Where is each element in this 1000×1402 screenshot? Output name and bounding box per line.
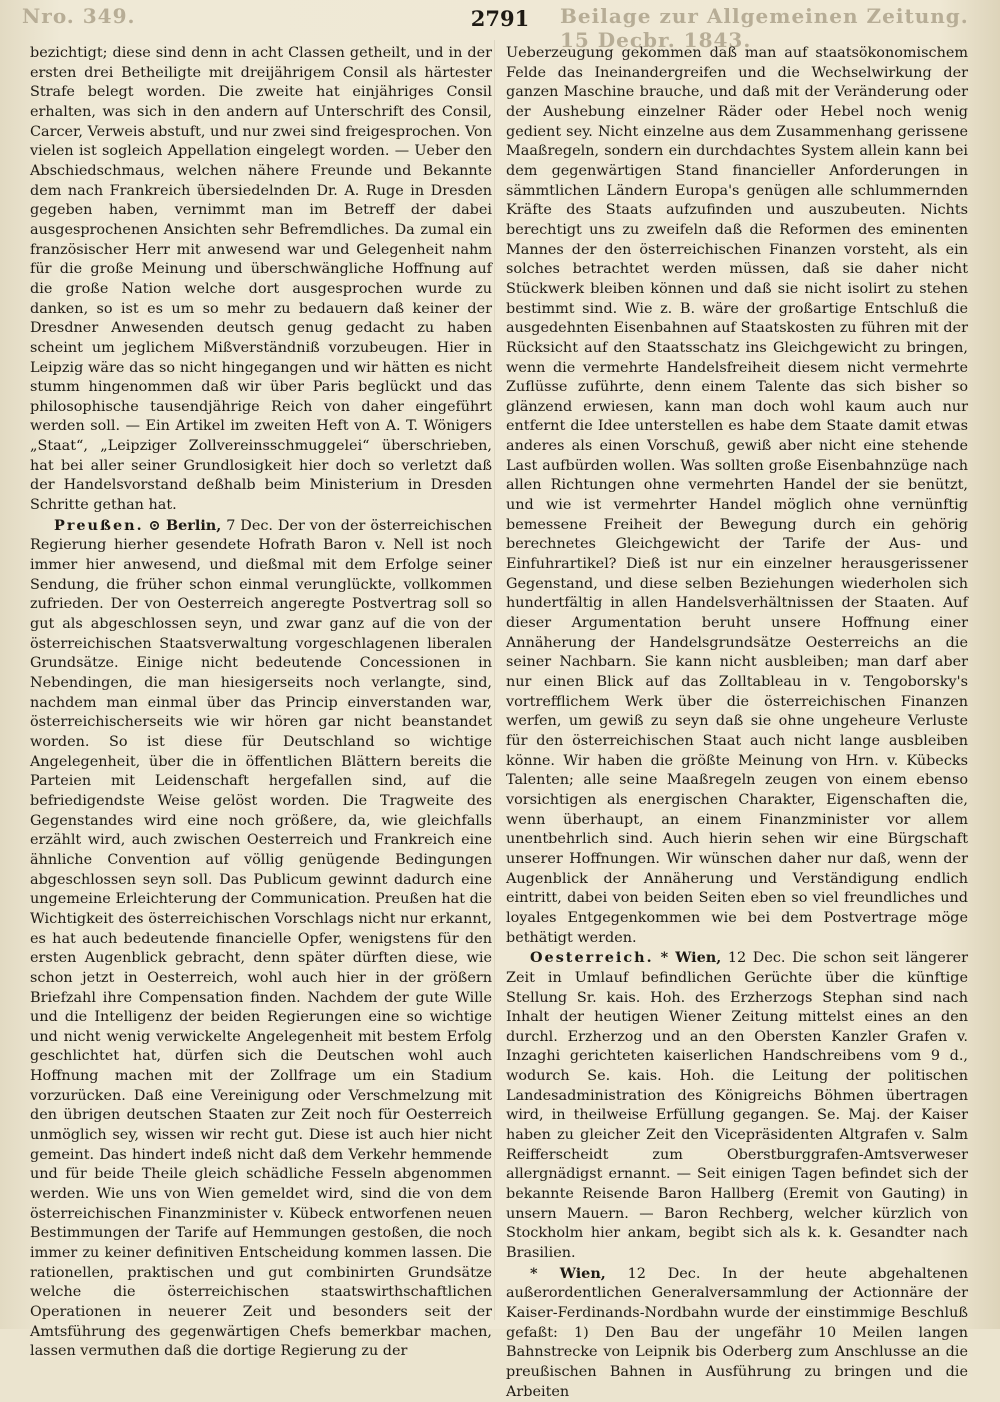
- dateline-date: 12 Dec.: [721, 950, 786, 967]
- article-paragraph: [506, 948, 968, 1264]
- dateline-place: * Wien,: [653, 949, 722, 967]
- dateline-date: 7 Dec.: [221, 517, 273, 534]
- article-paragraph: bezichtigt; diese sind denn in acht Classen getheilt, und in der ersten drei Betheiligte mit dreijährigem Consil als härtester Strafe belegt worden. Die zweite hat einjähriges Consil erhalten, was sich in den andern auf Unterschrift des Consil, Carcer, Verweis abstuft, und nur zwei sind freigesprochen. Von vielen ist sogleich Appellation eingelegt worden. — Ueber den Abschiedschmaus, welchen nähere Freunde und Bekannte dem nach Frankreich übersiedelnden Dr. A. Ruge in Dresden gegeben haben, vernimmt man im Betreff der dabei ausgesprochenen Ansichten sehr Befremdliches. Da zumal ein französischer Herr mit anwesend war und Gelegenheit nahm für die große Meinung und überschwängliche Hoffnung auf die große Nation welche dort ausgesprochen wurde zu danken, so ist es um so mehr zu bedauern daß keiner der Dresdner Anwesenden deutsch genug gedacht zu haben scheint um jeglichem Mißverständniß vorzubeugen. Hier in Leipzig wäre das so nicht hingegangen und wir hätten es nicht stumm hingenommen daß wir über Paris beglückt und das philosophische tausendjährige Reich von daher eingeführt werden soll. — Ein Artikel im zweiten Heft von A. T. Wönigers „Staat“, „Leipziger Zollvereinsschmuggelei“ überschrieben, hat bei aller seiner Grundlosigkeit hier doch so verletzt daß der Handelsvorstand deßhalb beim Ministerium in Dresden Schritte gethan hat.: [30, 45, 492, 514]
- article-text: Die schon seit längerer Zeit in Umlauf befindlichen Gerüchte über die künftige Stellung Sr. kais. Hoh. des Erzherzogs Stephan sind nach Inhalt der heutigen Wiener Zeitung mittelst eines an den durchl. Erzherzog und an den Obersten Kanzler Grafen v. Inzaghi gerichteten kaiserlichen Handschreibens vom 9 d., wodurch Se. kais. Hoh. die Leitung der politischen Landesadministration des Königreichs Böhmen übertragen wird, in theilweise Erfüllung gegangen. Se. Maj. der Kaiser haben zu gleicher Zeit den Vicepräsidenten Altgrafen v. Salm Reifferscheidt zum Oberstburggrafen-Amtsverweser allergnädigst ernannt. — Seit einigen Tagen befindet sich der bekannte Reisende Baron Hallberg (Eremit von Gauting) in unsern Mauern. — Baron Rechberg, welcher kürzlich von Stockholm hier ankam, begibt sich als k. k. Gesandter nach Brasilien.: [506, 950, 968, 1262]
- left-column: [30, 44, 492, 1360]
- article-paragraph: Ueberzeugung gekommen daß man auf staatsökonomischem Felde das Ineinandergreifen und die Wechselwirkung der ganzen Maschine brauche, und daß mit der Veränderung oder der Aushebung einzelner Räder oder Hebel noch wenig gedient sey. Nicht einzelne aus dem Zusammenhang gerissene Maaßregeln, sondern ein durchdachtes System allein kann bei dem gegenwärtigen Stand financieller Anforderungen in sämmtlichen Ländern Europa's genügen alle schlummernden Kräfte des Staats aufzufinden und auszubeuten. Nichts berechtigt uns zu zweifeln daß die Reformen des eminenten Mannes der den österreichischen Finanzen vorsteht, als ein solches betrachtet werden müssen, daß sie daher nicht Stückwerk bleiben können und daß sie nicht isolirt zu stehen bestimmt sind. Wie z. B. wäre der großartige Entschluß die ausgedehnten Eisenbahnen auf Staatskosten zu führen mit der Rücksicht auf den Staatsschatz ins Gleichgewicht zu bringen, wenn die vermehrte Handelsfreiheit diesem nicht vermehrte Zuflüsse zuführte, denn einem Talente das sich bisher so glänzend erwiesen, kann man doch wohl kaum auch nur entfernt die Idee unterstellen es habe dem Staate damit etwas anderes als einen Vorschuß, gewiß aber nicht eine stehende Last aufbürden wollen. Was sollten große Eisenbahnzüge nach allen Richtungen ohne vermehrten Handel der sie benützt, und wie ist vermehrter Handel möglich ohne vernünftig bemessene Freiheit der Bewegung durch ein gehörig berechnetes Gleichgewicht der Tarife der Aus- und Einfuhrartikel? Dieß ist nur ein einzelner herausgerissener Gegenstand, und diese selben Beziehungen wiederholen sich hundertfältig in allen Handelsverhältnissen der Staaten. Auf dieser Argumentation beruht unsere Hoffnung einer Annäherung der Handelsgrundsätze Oesterreichs an die seiner Nachbarn. Sie kann nicht ausbleiben; man darf aber nur einen Blick auf das Zolltableau in v. Tengoborsky's vortrefflichem Werk über die österreichischen Finanzen werfen, um gewiß zu seyn daß sie ohne ungeheure Verluste für den österreichischen Staat auch nicht lange ausbleiben könne. Wir haben die größte Meinung von Hrn. v. Kübecks Talenten; alle seine Maaßregeln zeugen von einem ebenso vorsichtigen als energischen Charakter, Eigenschaften die, wenn überhaupt, an einem Finanzminister vor allem unentbehrlich sind. Auch hierin sehen wir eine Bürgschaft unserer Hoffnungen. Wir wünschen daher nur daß, wenn der Augenblick der Annäherung und Verständigung endlich eintritt, dabei von beiden Seiten eben so viel freundliches und loyales Entgegenkommen wie bei dem Postvertrage möge bethätigt werden.: [506, 45, 968, 946]
- article-text: In der heute abgehaltenen außerordentlichen Generalversammlung der Actionnäre der Kaiser-Ferdinands-Nordbahn wurde der einstimmige Beschluß gefaßt: 1) Den Bau der ungefähr 10 Meilen langen Bahnstrecke von Leipnik bis Oderberg zum Anschlusse an die preußischen Bahnen in Ausführung zu bringen und die Arbeiten: [506, 1265, 968, 1400]
- page-number: 2791: [470, 6, 530, 31]
- page-header: [0, 0, 1000, 52]
- dateline-place: ⊙ Berlin,: [148, 516, 222, 534]
- section-heading: Preußen.: [54, 516, 144, 534]
- column-divider: [494, 40, 495, 1320]
- dateline-place: * Wien,: [530, 1264, 606, 1282]
- article-text: Der von der österreichischen Regierung hierher gesendete Hofrath Baron v. Nell ist noch immer hier anwesend, und dießmal mit dem Erfolge seiner Sendung, die früher schon einmal verunglückte, vollkommen zufrieden. Der von Oesterreich angeregte Postvertrag soll so gut als abgeschlossen seyn, und zwar ganz auf die von der österreichischen Staatsverwaltung vorgeschlagenen liberalen Grundsätze. Einige nicht bedeutende Concessionen in Nebendingen, die man hiesigerseits noch verlangte, sind, nachdem man einmal über das Princip einverstanden war, österreichischerseits wie wir hören gar nicht beanstandet worden. So ist diese für Deutschland so wichtige Angelegenheit, über die in öffentlichen Blättern bereits die Parteien mit Leidenschaft hergefallen sind, auf die befriedigendste Weise gelöst worden. Die Tragweite des Gegenstandes wird eine noch größere, da, wie gleichfalls erzählt wird, auch zwischen Oesterreich und Frankreich eine ähnliche Convention auf völlig genügende Bedingungen abgeschlossen seyn soll. Das Publicum gewinnt dadurch eine ungemeine Erleichterung der Communication. Preußen hat die Wichtigkeit des österreichischen Vorschlags nicht nur erkannt, es hat auch bedeutende financielle Opfer, wenigstens für den ersten Augenblick gebracht, denn später dürften diese, wie schon jetzt in Oesterreich, wohl auch hier in der größern Briefzahl ihre Compensation finden. Nachdem der gute Wille und die Intelligenz der beiden Regierungen eine so wichtige und nicht wenig verwickelte Angelegenheit mit bestem Erfolg geschlichtet hat, dürfen sich die Deutschen wohl auch Hoffnung machen mit der Zollfrage um ein Stadium vorzurücken. Daß eine Vereinigung oder Verschmelzung mit den übrigen deutschen Staaten zur Zeit noch für Oesterreich unmöglich sey, wissen wir recht gut. Diese ist auch hier nicht gemeint. Das hindert indeß nicht daß dem Verkehr hemmende und für beide Theile gleich schädliche Fesseln abgenommen werden. Wie uns von Wien gemeldet wird, sind die von dem österreichischen Finanzminister v. Kübeck entworfenen neuen Bestimmungen der Tarife auf Hemmungen gestoßen, die noch immer zu keiner definitiven Entscheidung kommen lassen. Die rationellen, praktischen und gut combinirten Grundsätze welche die österreichischen staatswirthschaftlichen Operationen in neuerer Zeit und besonders seit der Amtsführung des gegenwärtigen Chefs bemerkbar machen, lassen vermuthen daß die dortige Regierung zu der: [30, 517, 492, 1360]
- dateline-date: 12 Dec.: [605, 1265, 701, 1282]
- bleed-through-masthead: Beilage zur Allgemeinen Zeitung. 15 Decbr. 1843.: [560, 4, 969, 52]
- article-paragraph: [506, 1264, 968, 1402]
- bleed-through-issue-label: Nro. 349.: [22, 4, 136, 28]
- section-heading: Oesterreich.: [530, 949, 654, 967]
- article-paragraph: [30, 516, 492, 1362]
- right-column: [506, 44, 968, 1400]
